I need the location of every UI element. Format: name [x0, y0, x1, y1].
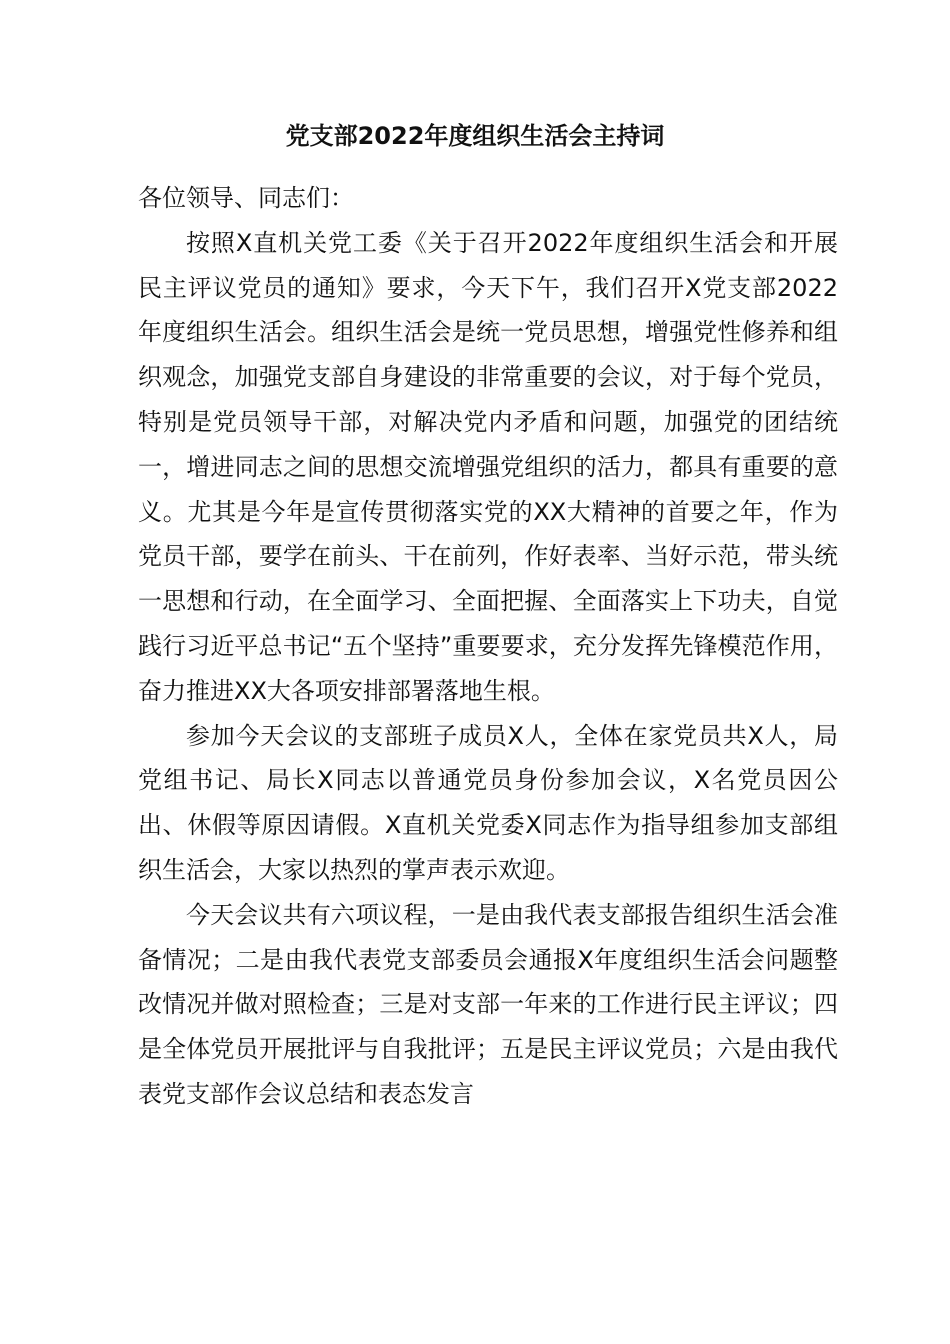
paragraph-2: 参加今天会议的支部班子成员X人，全体在家党员共X人，局党组书记、局长X同志以普通党员身份参加会议，X名党员因公出、休假等原因请假。X直机关党委X同志作为指导组参加支部组织生活会，大家以热烈的掌声表示欢迎。 [138, 721, 838, 884]
document-body [138, 176, 838, 1117]
paragraph-1: 按照X直机关党工委《关于召开2022年度组织生活会和开展民主评议党员的通知》要求，今天下午，我们召开X党支部2022年度组织生活会。组织生活会是统一党员思想，增强党性修养和组织观念，加强党支部自身建设的非常重要的会议，对于每个党员，特别是党员领导干部，对解决党内矛盾和问题，加强党的团结统一，增进同志之间的思想交流增强党组织的活力，都具有重要的意义。尤其是今年是宣传贯彻落实党的XX大精神的首要之年，作为党员干部，要学在前头、干在前列，作好表率、当好示范，带头统一思想和行动，在全面学习、全面把握、全面落实上下功夫，自觉践行习近平总书记“五个坚持”重要要求，充分发挥先锋模范作用，奋力推进XX大各项安排部署落地生根。 [138, 228, 838, 705]
document-title: 党支部2022年度组织生活会主持词 [285, 122, 665, 150]
paragraph-3: 今天会议共有六项议程，一是由我代表支部报告组织生活会准备情况；二是由我代表党支部委员会通报X年度组织生活会问题整改情况并做对照检查；三是对支部一年来的工作进行民主评议；四是全体党员开展批评与自我批评；五是民主评议党员；六是由我代表党支部作会议总结和表态发言 [138, 900, 838, 1108]
salutation: 各位领导、同志们： [138, 184, 354, 212]
